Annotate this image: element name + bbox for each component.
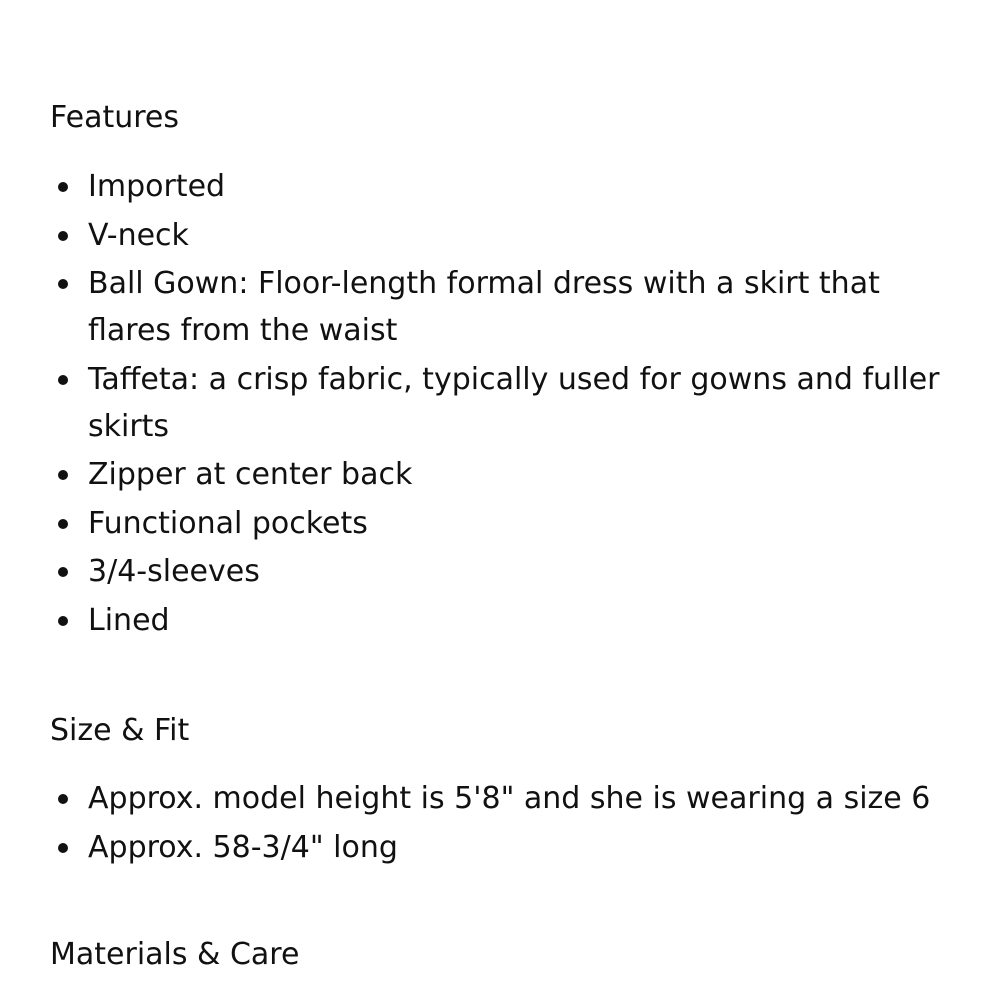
bullet-icon <box>58 616 68 626</box>
feature-text: Zipper at center back <box>88 457 413 492</box>
bullet-icon <box>58 567 68 577</box>
size-fit-heading: Size & Fit <box>50 713 190 748</box>
bullet-icon <box>58 519 68 529</box>
list-item <box>50 260 960 354</box>
feature-text: 3/4-sleeves <box>88 554 260 589</box>
features-heading: Features <box>50 100 179 135</box>
list-item <box>50 597 960 644</box>
product-description <box>50 0 960 8</box>
size-fit-text: Approx. 58-3/4" long <box>88 829 398 865</box>
bullet-icon <box>58 470 68 480</box>
bullet-icon <box>58 794 68 804</box>
feature-text: V-neck <box>88 217 189 253</box>
list-item <box>50 824 960 871</box>
feature-text: Functional pockets <box>88 505 368 541</box>
list-item <box>50 775 960 822</box>
feature-text: Lined <box>88 602 170 638</box>
features-list <box>50 163 960 645</box>
list-item <box>50 451 960 498</box>
list-item <box>50 548 960 595</box>
feature-text: Ball Gown: Floor-length formal dress with a skirt that flares from the waist <box>88 266 880 348</box>
list-item <box>50 163 960 210</box>
feature-text: Imported <box>88 169 226 204</box>
materials-care-heading: Materials & Care <box>50 937 300 972</box>
description-line <box>50 0 960 8</box>
size-fit-list <box>50 775 960 872</box>
list-item <box>50 500 960 547</box>
bullet-icon <box>58 843 68 853</box>
bullet-icon <box>58 279 68 289</box>
bullet-icon <box>58 182 68 192</box>
feature-text: Taffeta: a crisp fabric, typically used for gowns and fuller skirts <box>88 361 940 444</box>
list-item <box>50 212 960 259</box>
bullet-icon <box>58 375 68 385</box>
bullet-icon <box>58 231 68 241</box>
list-item <box>50 356 960 450</box>
size-fit-text: Approx. model height is 5'8" and she is wearing a size 6 <box>88 781 931 816</box>
